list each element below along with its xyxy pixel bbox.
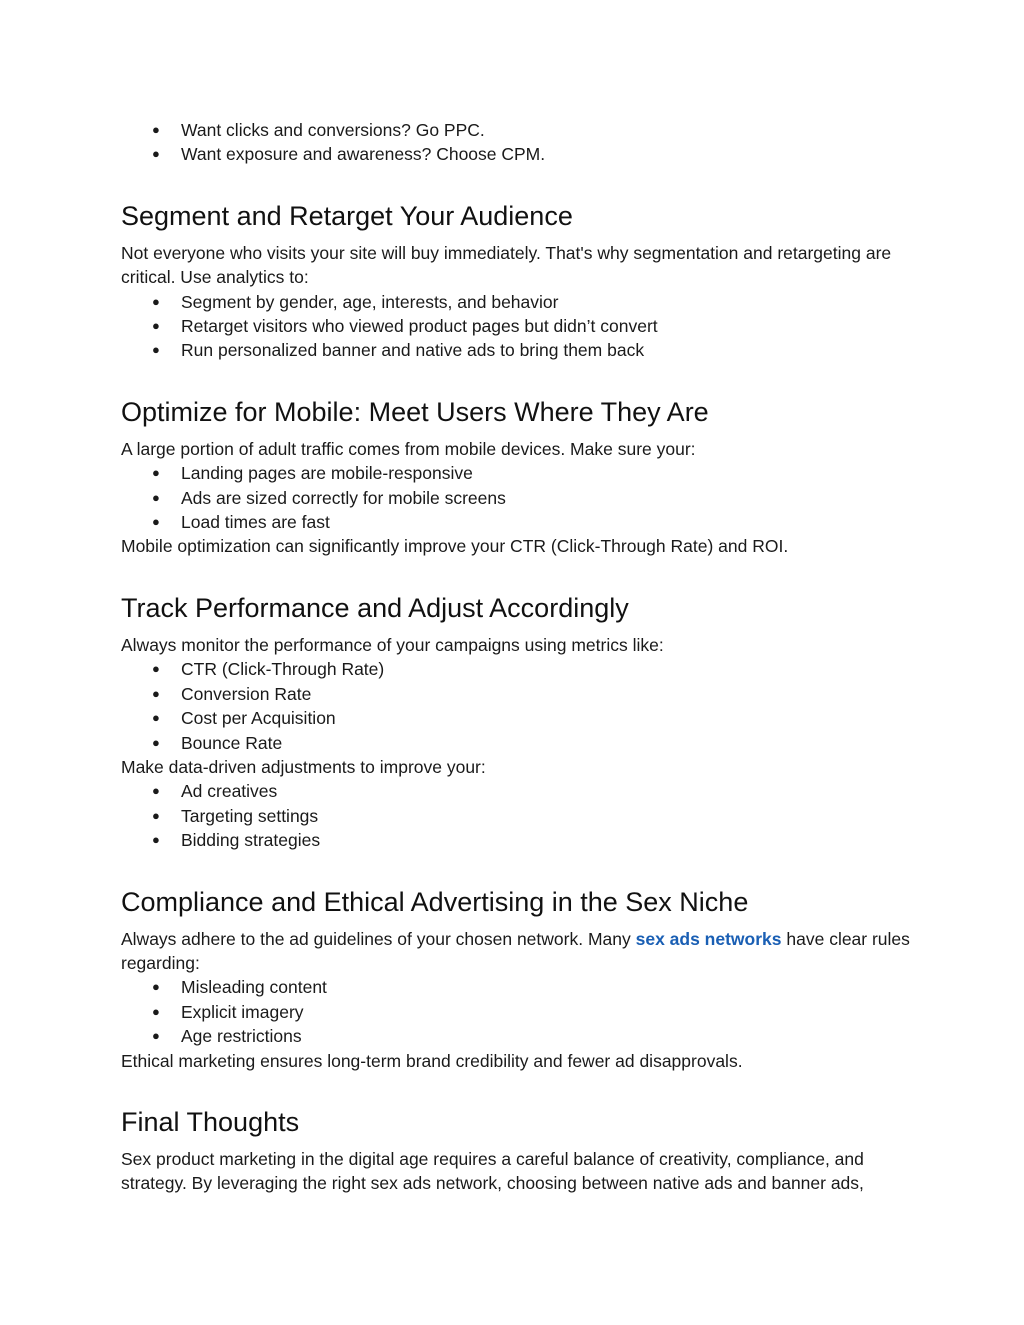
section-paragraph: Sex product marketing in the digital age requires a careful balance of creativity, compliance, and strategy. By leveraging the right sex ads network, choosing between native ads and banner ads, (121, 1148, 864, 1194)
list-item: ● Misleading content (121, 975, 911, 999)
list-item: ● Landing pages are mobile-responsive (121, 461, 911, 485)
metrics-bullet-list (121, 657, 911, 755)
bullet-icon: ● (152, 1028, 160, 1044)
bullet-icon: ● (152, 979, 160, 995)
bullet-icon: ● (152, 465, 160, 481)
intro-bullet-list (121, 118, 911, 167)
bullet-icon: ● (152, 685, 160, 701)
section-heading-final: Final Thoughts (121, 1106, 300, 1137)
list-item: ● Ad creatives (121, 779, 911, 803)
section-closing-paragraph: Mobile optimization can significantly improve your CTR (Click-Through Rate) and ROI. (121, 536, 789, 557)
bullet-icon: ● (152, 122, 160, 137)
list-item: ● Age restrictions (121, 1024, 911, 1048)
bullet-icon: ● (152, 661, 160, 677)
bullet-icon: ● (152, 1003, 160, 1019)
bullet-icon: ● (152, 832, 160, 848)
section-heading-segment: Segment and Retarget Your Audience (121, 200, 573, 231)
bullet-icon: ● (152, 514, 160, 530)
list-item: ● Targeting settings (121, 804, 911, 828)
list-item: ● Ads are sized correctly for mobile screens (121, 486, 911, 510)
section-paragraph: Make data-driven adjustments to improve your: (121, 756, 486, 777)
list-item: ● Retarget visitors who viewed product pages but didn’t convert (121, 314, 911, 338)
bullet-icon: ● (152, 146, 160, 162)
list-item: ● Conversion Rate (121, 682, 911, 706)
bullet-icon: ● (152, 342, 160, 358)
document-page (121, 118, 911, 1196)
section-paragraph: Always monitor the performance of your campaigns using metrics like: (121, 634, 664, 655)
list-item: ● Bidding strategies (121, 828, 911, 852)
bullet-icon: ● (152, 318, 160, 334)
compliance-bullet-list (121, 975, 911, 1048)
list-item: ● Bounce Rate (121, 731, 911, 755)
bullet-icon: ● (152, 783, 160, 799)
list-item: ● CTR (Click-Through Rate) (121, 657, 911, 681)
bullet-icon: ● (152, 293, 160, 309)
segment-bullet-list (121, 290, 911, 363)
adjustments-bullet-list (121, 779, 911, 852)
section-closing-paragraph: Ethical marketing ensures long-term brand credibility and fewer ad disapprovals. (121, 1050, 743, 1071)
mobile-bullet-list (121, 461, 911, 534)
section-paragraph: A large portion of adult traffic comes from mobile devices. Make sure your: (121, 438, 696, 459)
list-item: ● Want clicks and conversions? Go PPC. (121, 118, 911, 142)
bullet-icon: ● (152, 710, 160, 726)
list-item: ● Explicit imagery (121, 1000, 911, 1024)
section-heading-compliance: Compliance and Ethical Advertising in the Sex Niche (121, 886, 749, 917)
list-item: ● Segment by gender, age, interests, and behavior (121, 290, 911, 314)
sex-ads-networks-link[interactable]: sex ads networks (635, 928, 782, 949)
bullet-icon: ● (152, 489, 160, 505)
section-heading-track: Track Performance and Adjust Accordingly (121, 592, 629, 623)
section-heading-mobile: Optimize for Mobile: Meet Users Where They Are (121, 396, 709, 427)
section-paragraph: Not everyone who visits your site will buy immediately. That's why segmentation and retargeting are critical. Use analytics to: (121, 242, 892, 288)
list-item: ● Load times are fast (121, 510, 911, 534)
list-item: ● Want exposure and awareness? Choose CPM. (121, 142, 911, 166)
list-item: ● Run personalized banner and native ads to bring them back (121, 338, 911, 362)
bullet-icon: ● (152, 734, 160, 750)
bullet-icon: ● (152, 807, 160, 823)
section-paragraph: Always adhere to the ad guidelines of your chosen network. Many sex ads networks have clear rules regarding: (121, 928, 910, 973)
list-item: ● Cost per Acquisition (121, 706, 911, 730)
